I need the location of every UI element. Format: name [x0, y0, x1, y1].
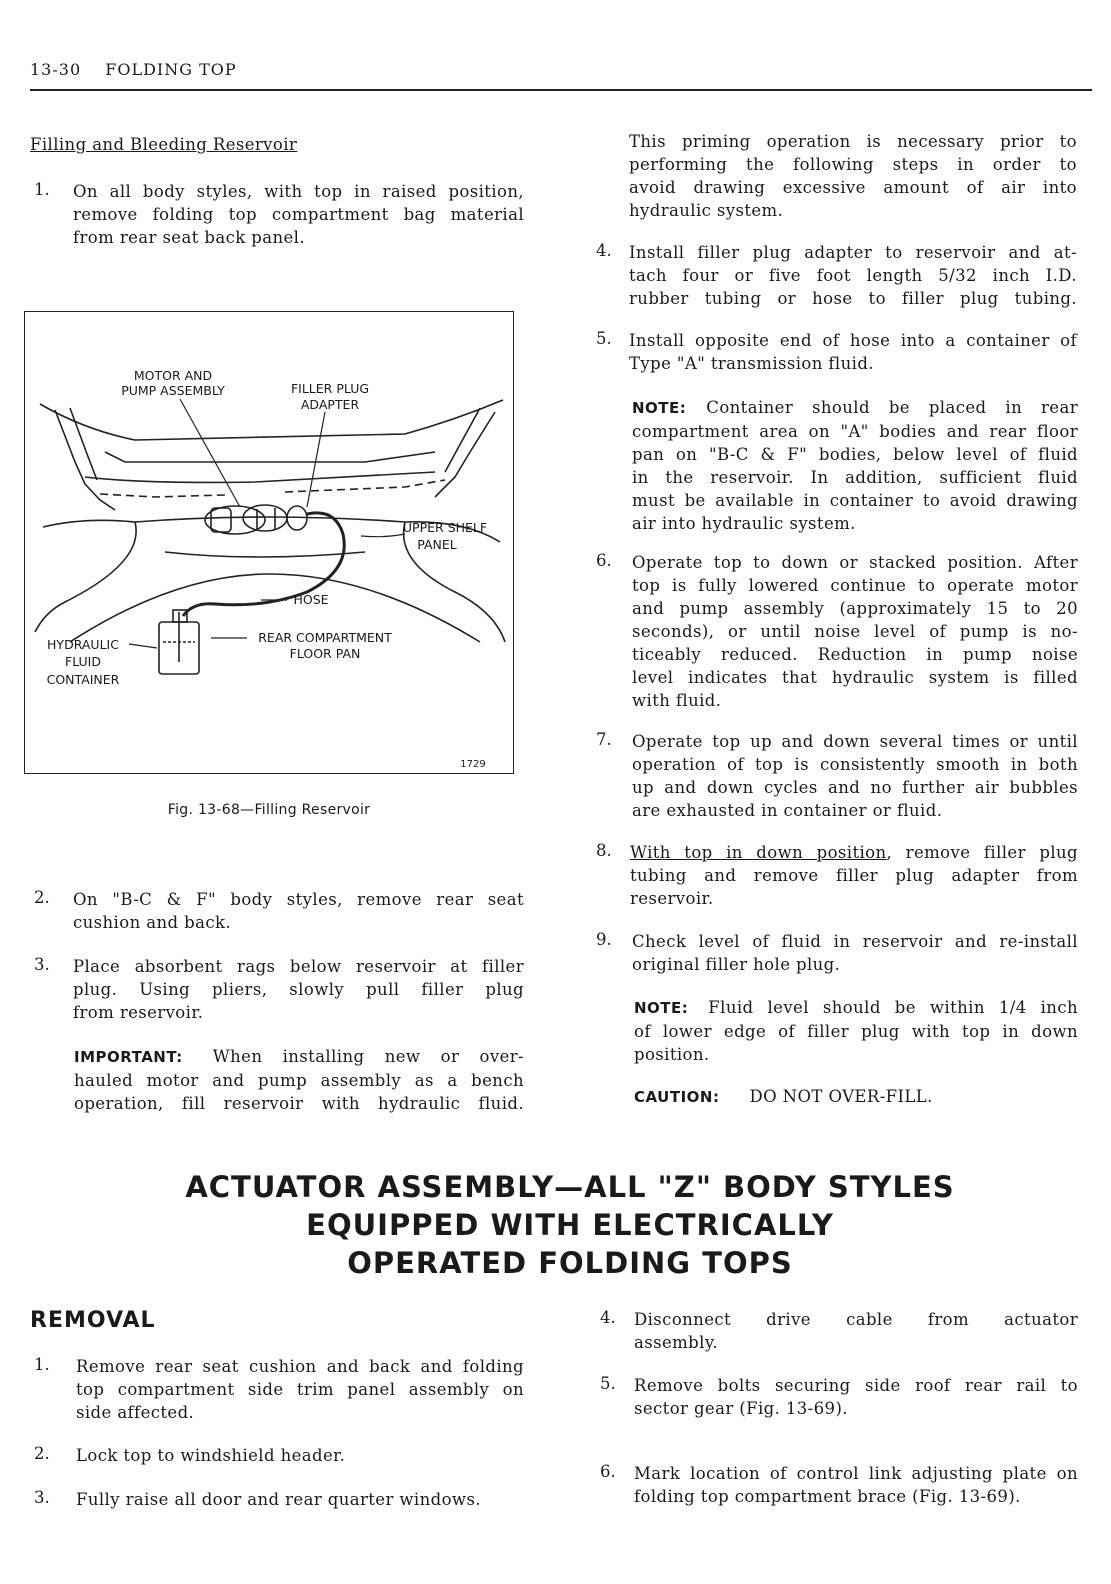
step-number: 3. [34, 955, 50, 974]
removal-heading: REMOVAL [30, 1308, 156, 1333]
step-number: 2. [34, 1444, 50, 1463]
text-line: top compartment side trim panel assembly on [76, 1380, 524, 1399]
text-line: in the reservoir. In addition, sufficient fluid [632, 468, 1078, 487]
step-number: 6. [596, 551, 612, 570]
text-line: When installing new or over- [212, 1047, 524, 1066]
text-line: Operate top to down or stacked position. After [632, 553, 1078, 572]
label-floor-2: FLOOR PAN [289, 646, 361, 661]
text-line: , remove filler plug [886, 843, 1078, 862]
text-line: reservoir. [630, 889, 714, 908]
label-motor-1: MOTOR AND [133, 368, 213, 383]
text-line: Lock top to windshield header. [76, 1446, 346, 1465]
label-fluid-2: FLUID [65, 654, 101, 669]
removal-step-1 [34, 1355, 524, 1424]
text-line: On "B-C & F" body styles, remove rear seat [73, 890, 524, 909]
text-line: Remove rear seat cushion and back and folding [76, 1357, 524, 1376]
top-frame-line [40, 400, 503, 440]
step-number: 5. [596, 329, 612, 348]
note-container [632, 396, 1078, 535]
text-line: rubber tubing or hose to filler plug tubing. [629, 289, 1077, 308]
figure-caption: Fig. 13-68—Filling Reservoir [167, 802, 371, 818]
caution [634, 1085, 933, 1109]
removal-step-6 [600, 1462, 1078, 1508]
text-line: Operate top up and down several times or until [632, 732, 1078, 751]
step-number: 3. [34, 1488, 50, 1507]
step-number: 1. [34, 180, 50, 199]
step-8 [596, 841, 1078, 910]
label-fluid-3: CONTAINER [46, 672, 120, 687]
header-rule [30, 89, 1092, 91]
text-line: Install opposite end of hose into a container of [629, 331, 1077, 350]
label-motor-2: PUMP ASSEMBLY [121, 383, 225, 398]
section-heading-line-3: OPERATED FOLDING TOPS [347, 1246, 793, 1280]
text-line: This priming operation is necessary prior to [629, 132, 1077, 151]
underlined-phrase: With top in down position [630, 843, 887, 862]
text-line: On all body styles, with top in raised position, [73, 182, 524, 201]
step-number: 4. [596, 241, 612, 260]
text-line: from reservoir. [73, 1003, 204, 1022]
important-note [74, 1045, 524, 1115]
caution-text: DO NOT OVER-FILL. [749, 1087, 933, 1106]
text-line: Fluid level should be within 1/4 inch [708, 998, 1078, 1017]
figure-id: 1729 [460, 759, 486, 770]
step-number: 1. [34, 1355, 50, 1374]
text-line: plug. Using pliers, slowly pull filler plug [73, 980, 524, 999]
step-4 [596, 241, 1077, 310]
removal-step-4 [600, 1308, 1078, 1354]
text-line: ticeably reduced. Reduction in pump noise [632, 645, 1078, 664]
step-1 [34, 180, 524, 249]
text-line: Place absorbent rags below reservoir at filler [73, 957, 524, 976]
text-line: Disconnect drive cable from actuator [634, 1310, 1078, 1329]
text-line: Container should be placed in rear [706, 398, 1078, 417]
text-line: operation, fill reservoir with hydraulic fluid. [74, 1094, 524, 1113]
step-number: 7. [596, 730, 612, 749]
section-title: FOLDING TOP [105, 60, 237, 79]
text-line: assembly. [634, 1333, 718, 1352]
text-line: top is fully lowered continue to operate motor [632, 576, 1078, 595]
label-floor-1: REAR COMPARTMENT [258, 630, 392, 645]
text-line: original filler hole plug. [632, 955, 841, 974]
important-label: IMPORTANT: [74, 1048, 183, 1066]
text-line: are exhausted in container or fluid. [632, 801, 943, 820]
removal-step-3 [34, 1488, 524, 1511]
text-line: from rear seat back panel. [73, 228, 305, 247]
label-hose: HOSE [293, 592, 329, 607]
text-line: folding top compartment brace (Fig. 13-69). [634, 1487, 1021, 1506]
text-line: remove folding top compartment bag material [73, 205, 524, 224]
subheading-filling: Filling and Bleeding Reservoir [30, 135, 298, 154]
step-number: 9. [596, 930, 612, 949]
text-line: cushion and back. [73, 913, 231, 932]
step-2 [34, 888, 524, 934]
section-heading-line-1: ACTUATOR ASSEMBLY—ALL "Z" BODY STYLES [185, 1170, 955, 1204]
step-7 [596, 730, 1078, 822]
step-number: 6. [600, 1462, 616, 1481]
note-fluid-level [634, 996, 1078, 1066]
text-line: and pump assembly (approximately 15 to 20 [632, 599, 1078, 618]
text-line: performing the following steps in order to [629, 155, 1077, 174]
page-header [30, 60, 237, 79]
text-line: position. [634, 1045, 710, 1064]
text-line: Check level of fluid in reservoir and re-install [632, 932, 1078, 951]
caution-label: CAUTION: [634, 1088, 720, 1106]
note-label: NOTE: [632, 399, 687, 417]
step-3 [34, 955, 524, 1024]
text-line: of lower edge of filler plug with top in down [634, 1022, 1078, 1041]
text-line: up and down cycles and no further air bubbles [632, 778, 1078, 797]
text-line: seconds), or until noise level of pump is no- [632, 622, 1078, 641]
text-line: tubing and remove filler plug adapter from [630, 866, 1078, 885]
text-line: hauled motor and pump assembly as a bench [74, 1071, 524, 1090]
step-number: 8. [596, 841, 612, 860]
step-number: 5. [600, 1374, 616, 1393]
figure-filling-reservoir [24, 311, 514, 774]
text-line: level indicates that hydraulic system is filled [632, 668, 1078, 687]
text-line: Install filler plug adapter to reservoir and at- [629, 243, 1077, 262]
removal-step-2 [34, 1444, 524, 1467]
text-line: Remove bolts securing side roof rear rail to [634, 1376, 1078, 1395]
text-line: sector gear (Fig. 13-69). [634, 1399, 848, 1418]
text-line: hydraulic system. [629, 201, 784, 220]
step-number: 4. [600, 1308, 616, 1327]
step-9 [596, 930, 1078, 976]
text-line: air into hydraulic system. [632, 514, 856, 533]
text-line: must be available in container to avoid drawing [632, 491, 1078, 510]
page-number: 13-30 [30, 60, 82, 79]
label-shelf-2: PANEL [417, 537, 457, 552]
note-label: NOTE: [634, 999, 689, 1017]
text-line: side affected. [76, 1403, 195, 1422]
text-line: with fluid. [632, 691, 722, 710]
removal-step-5 [600, 1374, 1078, 1420]
step-6 [596, 551, 1078, 712]
priming-paragraph [629, 130, 1077, 222]
text-line: Type "A" transmission fluid. [629, 354, 874, 373]
figure-illustration [25, 312, 514, 774]
label-shelf-1: UPPER SHELF [402, 520, 488, 535]
label-fluid-1: HYDRAULIC [47, 637, 119, 652]
text-line: Mark location of control link adjusting plate on [634, 1464, 1078, 1483]
text-line: tach four or five foot length 5/32 inch I.D. [629, 266, 1077, 285]
text-line: avoid drawing excessive amount of air into [629, 178, 1077, 197]
step-number: 2. [34, 888, 50, 907]
label-filler-2: ADAPTER [300, 397, 360, 412]
text-line: pan on "B-C & F" bodies, below level of fluid [632, 445, 1078, 464]
text-line: Fully raise all door and rear quarter windows. [76, 1490, 481, 1509]
label-filler-1: FILLER PLUG [290, 381, 370, 396]
section-heading-line-2: EQUIPPED WITH ELECTRICALLY [306, 1208, 834, 1242]
text-line: operation of top is consistently smooth in both [632, 755, 1078, 774]
step-5 [596, 329, 1077, 375]
text-line: compartment area on "A" bodies and rear floor [632, 422, 1078, 441]
